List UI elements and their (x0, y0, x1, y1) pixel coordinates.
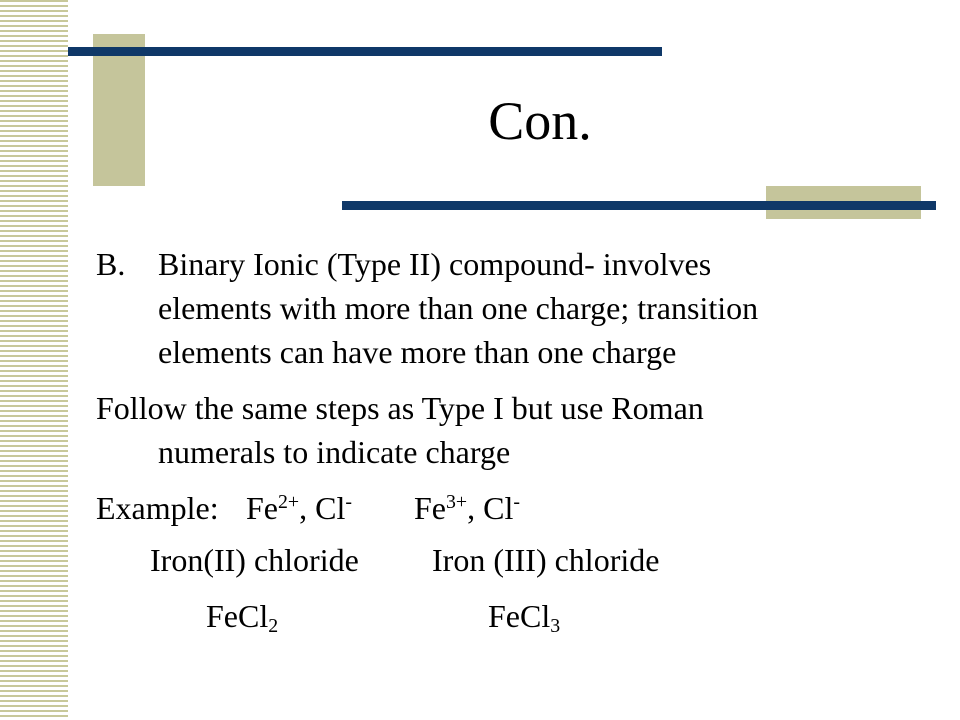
name-iron-ii-chloride: Iron(II) chloride (150, 542, 359, 578)
formula-fecl3 (488, 596, 560, 636)
fe3-separator: , Cl (467, 490, 514, 526)
item-b-line-2: elements with more than one charge; transition (158, 290, 759, 326)
formula-fecl2 (206, 596, 278, 636)
fe3-symbol: Fe (414, 490, 446, 526)
fe2-symbol: Fe (246, 490, 278, 526)
slide-title: Con. (488, 91, 592, 151)
item-b-marker: B. (96, 246, 126, 282)
item-b-line-3: elements can have more than one charge (158, 334, 677, 370)
example-fe3-cl (414, 488, 520, 528)
cl-charge-2: - (513, 491, 520, 514)
formula-fecl3-subscript: 3 (550, 614, 561, 637)
fe2-charge: 2+ (278, 491, 300, 514)
fe2-separator: , Cl (299, 490, 346, 526)
formula-fecl2-subscript: 2 (268, 614, 279, 637)
follow-line-1: Follow the same steps as Type I but use Roman (96, 390, 704, 426)
formula-fecl3-base: FeCl (488, 598, 551, 634)
example-fe2-cl (246, 488, 352, 528)
example-label: Example: (96, 490, 219, 526)
fe3-charge: 3+ (446, 491, 468, 514)
name-iron-iii-chloride: Iron (III) chloride (432, 542, 660, 578)
formula-fecl2-base: FeCl (206, 598, 269, 634)
follow-line-2: numerals to indicate charge (158, 434, 511, 470)
item-b-line-1: Binary Ionic (Type II) compound- involves (158, 246, 712, 282)
cl-charge-1: - (345, 491, 352, 514)
